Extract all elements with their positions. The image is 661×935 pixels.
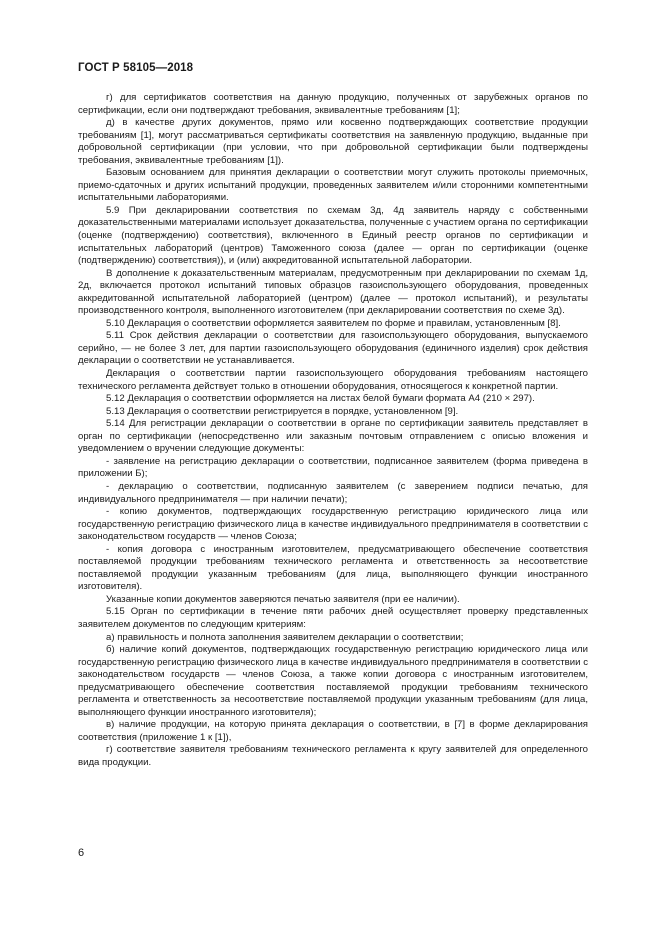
document-body: [78, 92, 588, 770]
paragraph: 5.14 Для регистрации декларации о соответствии в органе по сертификации заявитель представляет в орган по сертификации (непосредственно или заказным почтовым отправлением с описью вложения и уведомлением о вручении следующие документы:: [78, 418, 588, 455]
paragraph: Указанные копии документов заверяются печатью заявителя (при ее наличии).: [106, 593, 460, 605]
list-item: - копию документов, подтверждающих государственную регистрацию юридического лица или государственную регистрацию физического лица в качестве индивидуального предпринимателя в соответствии с законодательством государств — членов Союза;: [78, 506, 588, 543]
list-item: г) соответствие заявителя требованиям технического регламента к кругу заявителей для определенного вида продукции.: [78, 744, 588, 768]
list-item: б) наличие копий документов, подтверждающих государственную регистрацию юридического лица или государственную регистрацию физического лица в качестве индивидуального предпринимателя в соответствии с законодательством государств — членов Союза, а также копии договора с иностранным изготовителем, предусматривающего обеспечение соответствия поставляемой продукции требованиям технического регламента и ответственность за несоответствие поставляемой продукции указанным требованиям (для лица, выполняющего функции иностранного изготовителя);: [78, 644, 588, 718]
paragraph: 5.11 Срок действия декларации о соответствии для газоиспользующего оборудования, выпускаемого серийно, — не более 3 лет, для партии газоиспользующего оборудования (единичного изделия) срок действия декларации о соответствии не устанавливается.: [78, 330, 588, 367]
paragraph: 5.9 При декларировании соответствия по схемам 3д, 4д заявитель наряду с собственными доказательственными материалами использует доказательства, полученные с участием органа по сертификации (оценке (подтверждению) соответствия), включенного в Единый реестр органов по сертификации и испытательных лабораторий (центров) Таможенного союза (далее — орган по сертификации (оценке (подтверждению) соответствия)), и (или) аккредитованной испытательной лаборатории.: [78, 204, 588, 267]
page-number: 6: [78, 847, 85, 859]
paragraph: 5.15 Орган по сертификации в течение пяти рабочих дней осуществляет проверку представленных заявителем документов по следующим критериям:: [78, 606, 588, 630]
paragraph: 5.10 Декларация о соответствии оформляется заявителем по форме и правилам, установленным [8].: [106, 317, 561, 329]
list-item: а) правильность и полнота заполнения заявителем декларации о соответствии;: [106, 631, 464, 643]
list-item: - копия договора с иностранным изготовителем, предусматривающего обеспечение соответствия поставляемой продукции требованиям технического регламента и ответственность за несоответствие поставляемой продукции указанным требованиям (для лица, выполняющего функции иностранного изготовителя).: [78, 543, 588, 593]
paragraph: 5.12 Декларация о соответствии оформляется на листах белой бумаги формата А4 (210 × 297).: [106, 393, 535, 405]
paragraph: г) для сертификатов соответствия на данную продукцию, полученных от зарубежных органов по сертификации, если они подтверждают требования, эквивалентные требованиям [1];: [78, 92, 588, 116]
paragraph: В дополнение к доказательственным материалам, предусмотренным при декларировании по схемам 1д, 2д, включается протокол испытаний типовых образцов газоиспользующего оборудования, проведенных аккредитованной испытательной лабораторией (центром) (далее — протокол испытаний), и результаты производственного контроля, выполненного изготовителем (при декларировании соответствия по схеме 3д).: [78, 267, 588, 317]
paragraph: д) в качестве других документов, прямо или косвенно подтверждающих соответствие продукции требованиям [1], могут рассматриваться сертификаты соответствия на заявленную продукцию, выданные при добровольной сертификации (при условии, что при добровольной сертификации были подтверждены требования, эквивалентные требованиям [1]).: [78, 117, 588, 166]
document-header: ГОСТ Р 58105—2018: [78, 62, 194, 74]
list-item: в) наличие продукции, на которую принята декларация о соответствии, в [7] в форме декларирования соответствия (приложение 1 к [1]),: [78, 719, 588, 743]
list-item: - заявление на регистрацию декларации о соответствии, подписанное заявителем (форма приведена в приложении Б);: [78, 455, 588, 480]
list-item: - декларацию о соответствии, подписанную заявителем (с заверением подписи печатью, для индивидуального предпринимателя — при наличии печати);: [78, 480, 588, 505]
paragraph: Базовым основанием для принятия декларации о соответствии могут служить протоколы приемочных, приемо-сдаточных и других испытаний продукции, проведенных заявителем и/или сторонними компетентными испытательными лабораториями.: [78, 167, 588, 204]
paragraph: Декларация о соответствии партии газоиспользующего оборудования требованиям настоящего технического регламента действует только в отношении оборудования, относящегося к конкретной партии.: [78, 368, 588, 392]
paragraph: 5.13 Декларация о соответствии регистрируется в порядке, установленном [9].: [106, 405, 459, 417]
